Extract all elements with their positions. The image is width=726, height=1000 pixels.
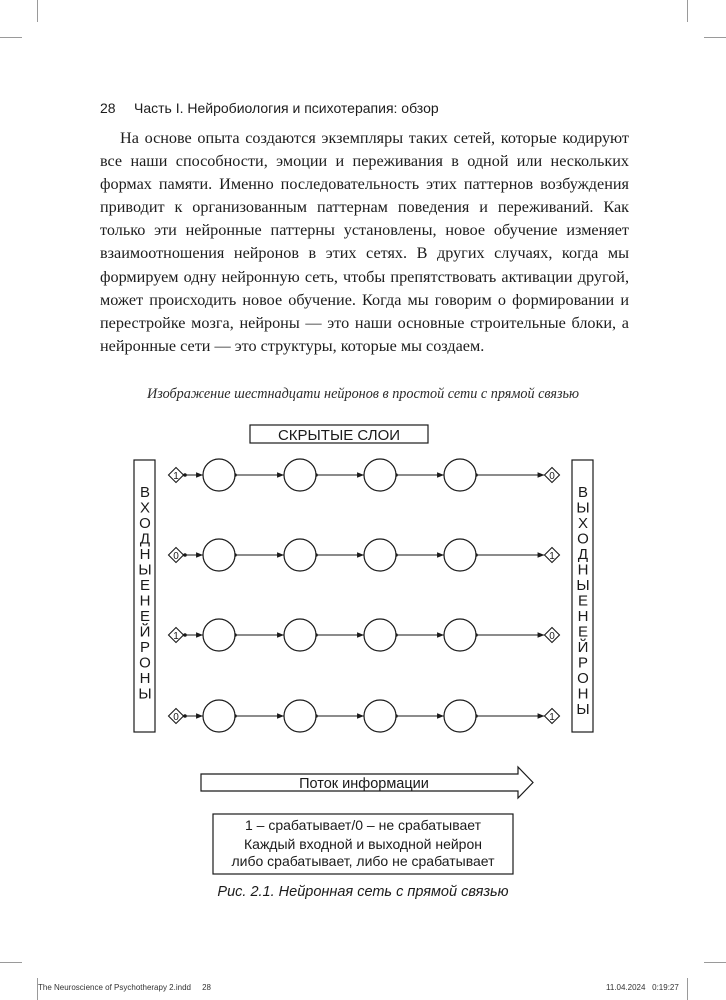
hidden-neuron [444, 700, 476, 732]
hidden-neuron [364, 539, 396, 571]
page-number: 28 [100, 100, 116, 116]
output-neuron-state: 0 [549, 630, 555, 642]
legend-line-3: либо срабатывает, либо не срабатывает [231, 853, 495, 869]
legend-line-1: 1 – срабатывает/0 – не срабатывает [244, 817, 482, 833]
input-neurons-label: В Х О Д Н Ы Е Н Е Й Р О Н Ы [138, 484, 152, 703]
slug-date-value: 11.04.2024 [606, 983, 646, 992]
hidden-neuron [444, 619, 476, 651]
slug-file [38, 983, 211, 992]
input-neuron-state: 1 [173, 470, 179, 482]
running-head-title: Часть I. Нейробиология и психотерапия: обзор [134, 100, 439, 116]
connection-origin-dot [183, 553, 187, 557]
hidden-neuron [203, 459, 235, 491]
hidden-neuron [364, 700, 396, 732]
hidden-neuron [203, 700, 235, 732]
input-neuron-state: 0 [173, 550, 179, 562]
hidden-layers-label: СКРЫТЫЕ СЛОИ [277, 427, 401, 444]
input-neuron-state: 0 [173, 711, 179, 723]
slug-file-name: The Neuroscience of Psychotherapy 2.indd [38, 983, 191, 992]
hidden-neuron [364, 619, 396, 651]
hidden-neuron [444, 459, 476, 491]
hidden-neuron [444, 539, 476, 571]
slug-page: 28 [202, 983, 212, 992]
connection-origin-dot [183, 714, 187, 718]
slug-time-value: 0:19:27 [652, 983, 679, 992]
hidden-neuron [203, 539, 235, 571]
slug-date [606, 983, 679, 992]
connection-origin-dot [183, 633, 187, 637]
output-neuron-state: 1 [549, 550, 555, 562]
hidden-neuron [284, 619, 316, 651]
hidden-neuron [203, 619, 235, 651]
information-flow-label: Поток информации [299, 776, 429, 792]
figure-caption: Рис. 2.1. Нейронная сеть с прямой связью [217, 884, 509, 900]
output-neuron-state: 0 [549, 470, 555, 482]
hidden-neuron [284, 459, 316, 491]
body-paragraph: На основе опыта создаются экземпляры таких сетей, которые кодируют все наши способности, эмоции и переживания в одной или нескольких формах памяти. Именно последовательность этих паттернов возбуждения приводит к организованным паттернам поведения и переживаний. Как только эти нейронные паттерны установлены, новое обучение изменяет взаимоотношения нейронов в этих сетях. В других случаях, когда мы формируем одну нейронную сеть, чтобы препятствовать активации другой, может происходить новое обучение. Когда мы говорим о формировании и перестройке мозга, нейроны — это наши основные строительные блоки, а нейронные сети — это структуры, которые мы создаем. [100, 129, 629, 355]
input-neuron-state: 1 [173, 630, 179, 642]
output-neuron-state: 1 [549, 711, 555, 723]
hidden-neuron [284, 539, 316, 571]
hidden-neuron [284, 700, 316, 732]
connection-origin-dot [183, 473, 187, 477]
legend-line-2: Каждый входной и выходной нейрон [244, 836, 482, 852]
figure-title: Изображение шестнадцати нейронов в простой сети с прямой связью [147, 386, 579, 402]
hidden-neuron [364, 459, 396, 491]
output-neurons-label: В Ы Х О Д Н Ы Е Н Е Й Р О Н Ы [576, 484, 590, 718]
